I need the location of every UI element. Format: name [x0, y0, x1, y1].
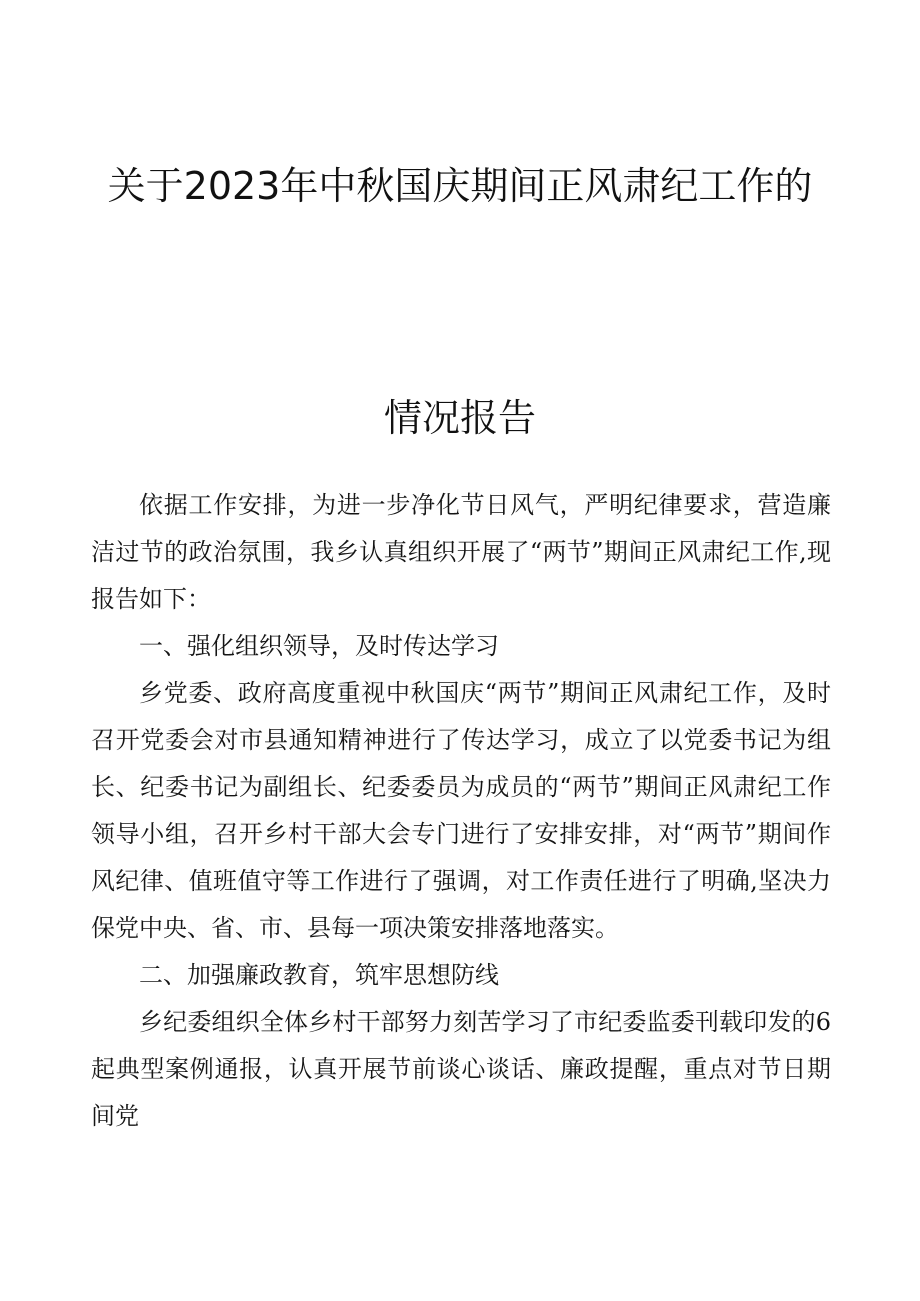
section-1-heading: 一、强化组织领导，及时传达学习 — [139, 632, 499, 660]
section-1-paragraph: 乡党委、政府高度重视中秋国庆“两节”期间正风肃纪工作，及时召开党委会对市县通知精神进行了传达学习，成立了以党委书记为组长、纪委书记为副组长、纪委委员为成员的“两节”期间正风肃纪工作领导小组，召开乡村干部大会专门进行了安排安排，对“两节”期间作风纪律、值班值守等工作进行了强调，对工作责任进行了明确,坚决力保党中央、省、市、县每一项决策安排落地落实。 — [91, 679, 831, 942]
document-body — [91, 482, 831, 1140]
section-2-paragraph: 乡纪委组织全体乡村干部努力刻苦学习了市纪委监委刊载印发的6起典型案例通报，认真开展节前谈心谈话、廉政提醒，重点对节日期间党 — [91, 1008, 831, 1130]
document-title-line-1: 关于2023年中秋国庆期间正风肃纪工作的 — [107, 164, 813, 208]
document-title-line-2: 情况报告 — [383, 396, 536, 440]
intro-paragraph: 依据工作安排，为进一步净化节日风气，严明纪律要求，营造廉洁过节的政治氛围，我乡认真组织开展了“两节”期间正风肃纪工作,现报告如下： — [91, 491, 831, 613]
section-2-heading: 二、加强廉政教育，筑牢思想防线 — [139, 961, 499, 989]
